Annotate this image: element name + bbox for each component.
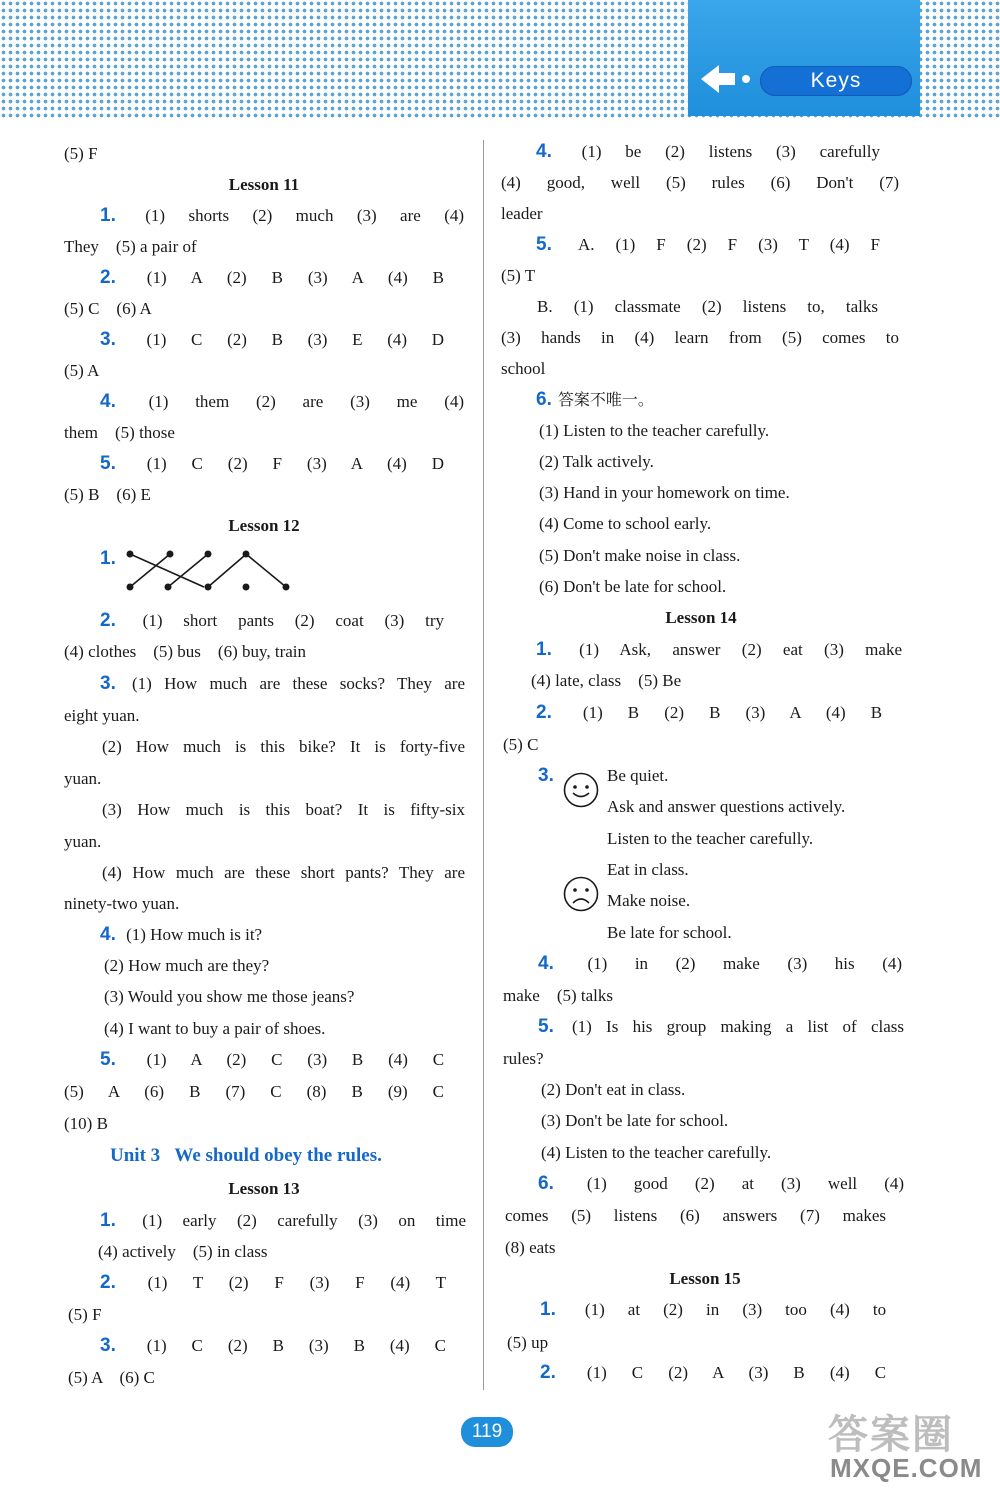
answer-line: 6. (1) good (2) at (3) well (4) <box>538 1173 905 1194</box>
watermark-site: MXQE.COM <box>830 1453 983 1483</box>
answer-line: Be late for school. <box>607 923 732 942</box>
answer-line: (4) actively (5) in class <box>98 1242 268 1261</box>
answer-line: 2. (1) C (2) A (3) B (4) C <box>540 1362 887 1383</box>
answer-line: (5) C (6) A <box>64 299 152 318</box>
answer-line: 5. (1) A (2) C (3) B (4) C <box>100 1049 445 1070</box>
answer-line: 5. <box>538 1016 554 1037</box>
keys-section-label: Keys <box>760 66 912 96</box>
answer-line: (3) Hand in your homework on time. <box>539 483 790 502</box>
answer-line: (5) A (6) B (7) C (8) B (9) C <box>64 1082 444 1101</box>
answer-line: 1. <box>100 548 116 569</box>
answer-line: (4) Come to school early. <box>539 514 712 533</box>
answer-line: (5) F <box>68 1305 102 1324</box>
matching-lines-diagram <box>124 544 294 594</box>
answer-line: (2) How much are they? <box>104 956 270 975</box>
answer-line: 1. (1) shorts (2) much (3) are (4) <box>100 205 465 226</box>
answer-line: (3) hands in (4) learn from (5) comes to <box>501 328 900 347</box>
page-number: 119 <box>461 1417 513 1447</box>
answer-line: 6. 答案不唯一。 <box>536 389 654 410</box>
answer-line: Eat in class. <box>607 860 689 879</box>
answer-line: (4) clothes (5) bus (6) buy, train <box>64 642 307 661</box>
answer-line: Listen to the teacher carefully. <box>607 829 814 848</box>
answer-line: (5) F <box>64 144 98 163</box>
answer-line: (3) How much is this boat? It is fifty-six <box>102 800 465 819</box>
unit-heading: Unit 3 We should obey the rules. <box>110 1145 382 1166</box>
answer-line: 2. (1) short pants (2) coat (3) try <box>100 610 444 631</box>
answer-line: 3. (1) C (2) B (3) E (4) D <box>100 329 445 350</box>
answer-line: Ask and answer questions actively. <box>607 797 846 816</box>
answer-line: 5. A. (1) F (2) F (3) T (4) F <box>536 234 881 255</box>
answer-line: (1) Listen to the teacher carefully. <box>539 421 770 440</box>
sad-face-icon <box>562 875 600 913</box>
answer-line: 2. (1) B (2) B (3) A (4) B <box>536 702 883 723</box>
lesson-heading: Lesson 14 <box>665 608 737 627</box>
answer-line: 3. <box>538 765 554 786</box>
answer-line: yuan. <box>64 832 102 851</box>
lesson-heading: Lesson 15 <box>669 1269 741 1288</box>
answer-line: (1) Is his group making a list of class <box>572 1017 904 1036</box>
answer-line: 3. (1) C (2) B (3) B (4) C <box>100 1335 446 1356</box>
answer-line: ninety-two yuan. <box>64 894 180 913</box>
lesson-heading: Lesson 13 <box>228 1179 300 1198</box>
answer-line: (2) How much is this bike? It is forty-five <box>102 737 465 756</box>
answer-line: (2) Talk actively. <box>539 452 654 471</box>
answer-line: (5) B (6) E <box>64 485 151 504</box>
answer-line: (6) Don't be late for school. <box>539 577 727 596</box>
answer-line: 4. (1) in (2) make (3) his (4) <box>538 953 903 974</box>
answer-line: rules? <box>503 1049 544 1068</box>
answer-line: (4) How much are these short pants? They are <box>102 863 465 882</box>
answer-line: (5) Don't make noise in class. <box>539 546 741 565</box>
answer-line: (10) B <box>64 1114 108 1133</box>
answer-line: Be quiet. <box>607 766 669 785</box>
answer-line: (5) T <box>501 266 536 285</box>
answer-line: 5. (1) C (2) F (3) A (4) D <box>100 453 445 474</box>
answer-line: comes (5) listens (6) answers (7) makes <box>505 1206 887 1225</box>
answer-line: (2) Don't eat in class. <box>541 1080 686 1099</box>
answer-line: (5) A (6) C <box>68 1368 155 1387</box>
answer-line: 4. (1) them (2) are (3) me (4) <box>100 391 465 412</box>
answer-line: 3. <box>100 673 116 694</box>
answer-line: them (5) those <box>64 423 175 442</box>
smiley-face-icon <box>562 771 600 809</box>
answer-line: 1. (1) early (2) carefully (3) on time <box>100 1210 466 1231</box>
answer-line: 4. (1) How much is it? <box>100 924 263 945</box>
answer-line: (3) Would you show me those jeans? <box>104 987 355 1006</box>
answer-line: (1) How much are these socks? They are <box>132 674 465 693</box>
answer-line: 2. (1) A (2) B (3) A (4) B <box>100 267 444 288</box>
answer-line: (4) good, well (5) rules (6) Don't (7) <box>501 173 900 192</box>
answer-line: leader <box>501 204 543 223</box>
answer-line: make (5) talks <box>503 986 613 1005</box>
answer-line: 1. (1) Ask, answer (2) eat (3) make <box>536 639 902 660</box>
lesson-heading: Lesson 11 <box>228 175 300 194</box>
answer-line: school <box>501 359 546 378</box>
answer-line: Make noise. <box>607 891 691 910</box>
answer-line: (4) late, class (5) Be <box>531 671 682 690</box>
answer-line: B. (1) classmate (2) listens to, talks <box>537 297 878 316</box>
column-divider <box>483 140 484 1390</box>
watermark-logo: 答案圈 <box>828 1412 954 1458</box>
answer-line: (5) A <box>64 361 100 380</box>
answer-line: (8) eats <box>505 1238 556 1257</box>
answer-line: (5) up <box>507 1333 549 1352</box>
answer-line: 4. (1) be (2) listens (3) carefully <box>536 141 881 162</box>
lesson-heading: Lesson 12 <box>228 516 300 535</box>
answer-line: (5) C <box>503 735 539 754</box>
answer-line: They (5) a pair of <box>64 237 197 256</box>
answer-line: yuan. <box>64 769 102 788</box>
answer-line: eight yuan. <box>64 706 140 725</box>
answer-line: (4) I want to buy a pair of shoes. <box>104 1019 326 1038</box>
answer-line: (4) Listen to the teacher carefully. <box>541 1143 772 1162</box>
arrow-left-icon <box>697 62 757 96</box>
answer-line: (3) Don't be late for school. <box>541 1111 729 1130</box>
answer-line: 1. (1) at (2) in (3) too (4) to <box>540 1299 887 1320</box>
keys-header-panel <box>688 0 920 116</box>
answer-line: 2. (1) T (2) F (3) F (4) T <box>100 1272 447 1293</box>
